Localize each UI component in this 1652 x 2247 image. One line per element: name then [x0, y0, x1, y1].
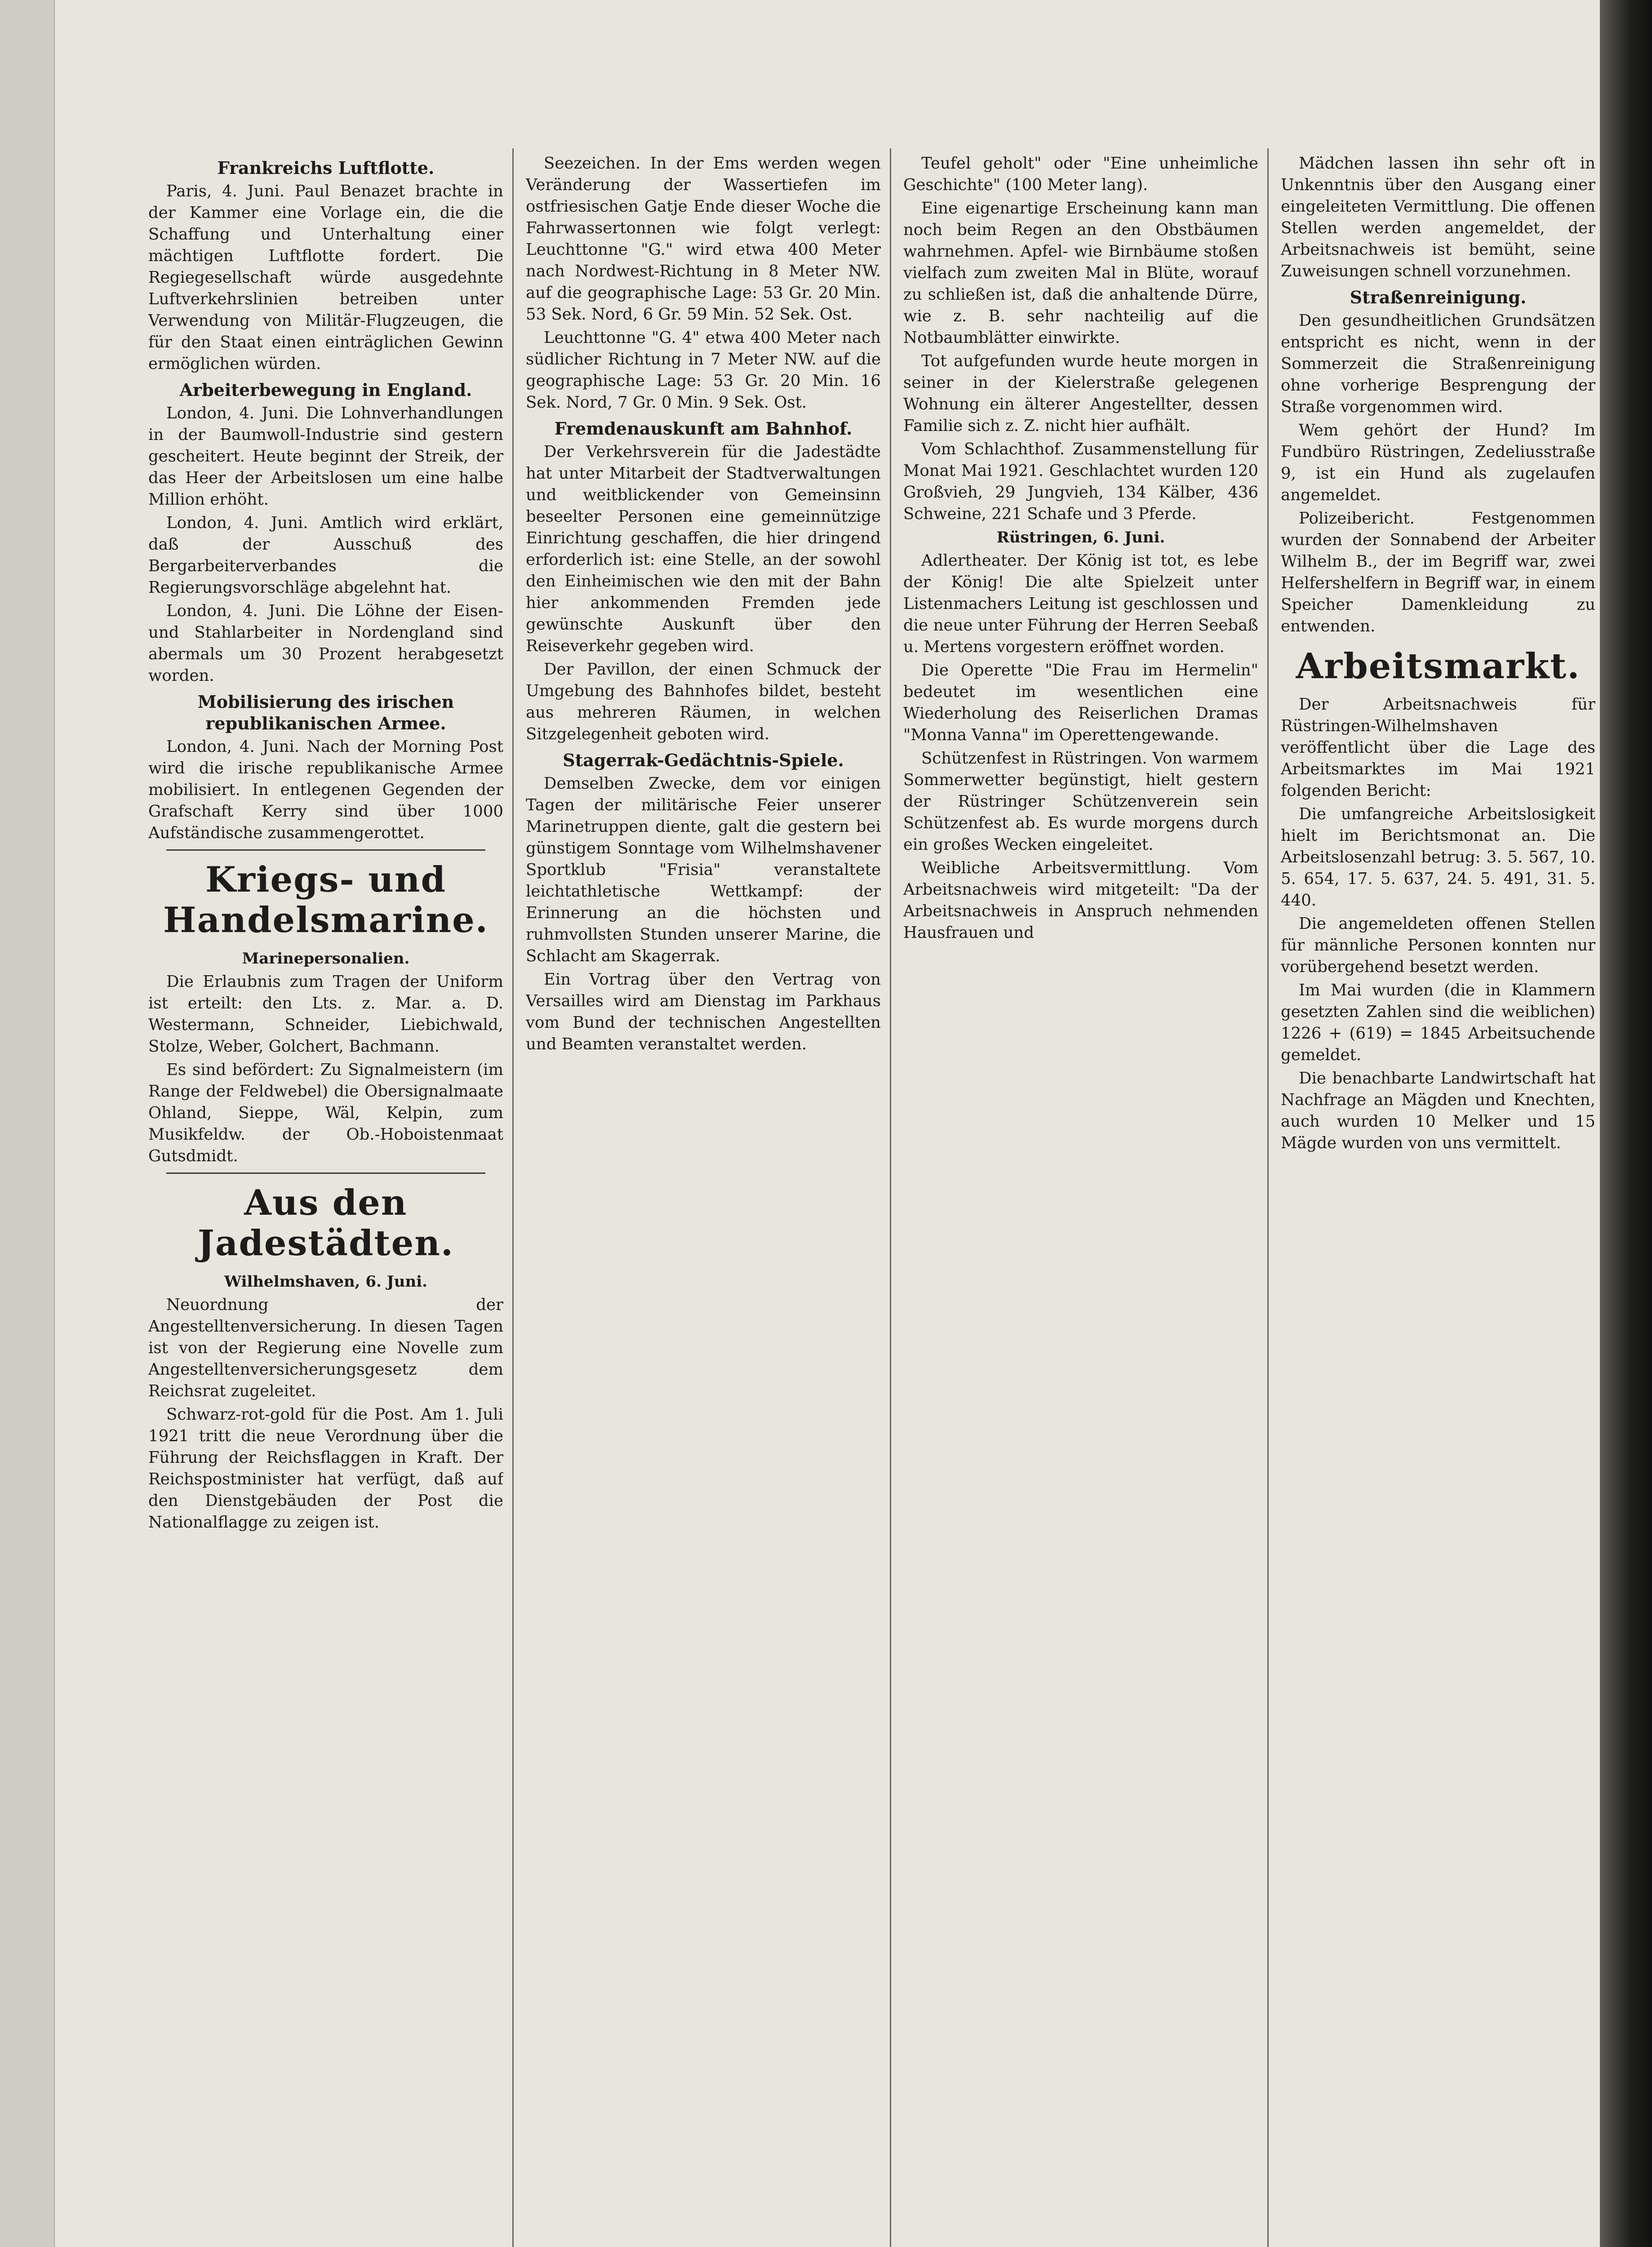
column-rule [1267, 148, 1269, 2247]
article-paragraph: Die umfangreiche Arbeitslosigkeit hielt im Berichtsmonat an. Die Arbeitslosenzahl betrug: 3. 5. 567, 10. 5. 654, 17. 5. 637, 24. 5. 491, 31. 5. 440. [1281, 805, 1595, 910]
article-paragraph: Den gesundheitlichen Grundsätzen entspricht es nicht, wenn in der Sommerzeit die Straßenreinigung ohne vorherige Besprengung der Straße vorgenommen wird. [1281, 311, 1595, 416]
column-rule [512, 148, 514, 2247]
article-paragraph: Teufel geholt" oder "Eine unheimliche Geschichte" (100 Meter lang). [903, 154, 1258, 194]
headline-strassenreinigung: Straßenreinigung. [1350, 287, 1527, 307]
column-1 [148, 153, 503, 2247]
article-paragraph: Im Mai wurden (die in Klammern gesetzten Zahlen sind die weiblichen) 1226 + (619) = 1845 Arbeitsuchende gemeldet. [1281, 981, 1595, 1064]
article-paragraph: Ein Vortrag über den Vertrag von Versailles wird am Dienstag im Parkhaus vom Bund der technischen Angestellten und Beamten veranstaltet werden. [526, 970, 881, 1053]
article-paragraph: Leuchttonne "G. 4" etwa 400 Meter nach südlicher Richtung in 7 Meter NW. auf die geographische Lage: 53 Gr. 20 Min. 16 Sek. Nord, 7 Gr. 0 Min. 9 Sek. Ost. [526, 329, 881, 412]
article-paragraph: Der Verkehrsverein für die Jadestädte hat unter Mitarbeit der Stadtverwaltungen und weitblickender von Gemeinsinn beseelter Personen eine gemeinnützige Einrichtung geschaffen, die hier dringend erforderlich ist: eine Stelle, an der sowohl den Einheimischen wie den mit der Bahn hier ankommenden Fremden jede gewünschte Auskunft über den Reiseverkehr gegeben wird. [526, 443, 881, 655]
article-paragraph: London, 4. Juni. Die Löhne der Eisen- und Stahlarbeiter in Nordengland sind abermals um 30 Prozent herabgesetzt worden. [148, 602, 503, 685]
headline-irland: Mobilisierung des irischen republikanischen Armee. [197, 692, 454, 733]
article-paragraph: Es sind befördert: Zu Signalmeistern (im Range der Feldwebel) die Obersignalmaate Ohland, Sieppe, Wäl, Kelpin, zum Musikfeldw. der Ob.-Hoboistenmaat Gutsdmidt. [148, 1061, 503, 1165]
subheading-marinepersonalien: Marinepersonalien. [242, 950, 410, 968]
article-paragraph: Demselben Zwecke, dem vor einigen Tagen der militärische Feier unserer Marinetruppen diente, galt die gestern bei günstigem Sonntage vom Wilhelmshavener Sportklub "Frisia" veranstaltete leichtathletische Wettkampf: der Erinnerung an die höchsten und ruhmvollsten Stunden unserer Marine, die Schlacht am Skagerrak. [526, 774, 881, 965]
article-paragraph: Die Operette "Die Frau im Hermelin" bedeutet im wesentlichen eine Wiederholung des Reiserlichen Dramas "Monna Vanna" im Operettengewande. [903, 661, 1258, 744]
article-paragraph: Wem gehört der Hund? Im Fundbüro Rüstringen, Zedeliusstraße 9, ist ein Hund als zugelaufen angemeldet. [1281, 421, 1595, 504]
headline-england: Arbeiterbewegung in England. [179, 380, 472, 400]
book-binding [1600, 0, 1652, 2247]
article-paragraph: London, 4. Juni. Die Lohnverhandlungen in der Baumwoll-Industrie sind gestern gescheitert. Heute beginnt der Streik, der das Heer der Arbeitslosen um eine halbe Million erhöht. [148, 404, 503, 509]
column-2 [526, 153, 881, 2247]
article-paragraph: Der Arbeitsnachweis für Rüstringen-Wilhelmshaven veröffentlicht über die Lage des Arbeitsmarktes im Mai 1921 folgenden Bericht: [1281, 695, 1595, 800]
article-paragraph: Paris, 4. Juni. Paul Benazet brachte in der Kammer eine Vorlage ein, die die Schaffung und Unterhaltung einer mächtigen Luftflotte fordert. Die Regiegesellschaft würde ausgedehnte Luftverkehrslinien betreiben unter Verwendung von Militär-Flugzeugen, die für den Staat einen einträglichen Gewinn ermöglichen würden. [148, 182, 503, 373]
article-paragraph: Neuordnung der Angestelltenversicherung. In diesen Tagen ist von der Regierung eine Novelle zum Angestelltenversicherungsgesetz dem Reichsrat zugeleitet. [148, 1296, 503, 1400]
column-rule [890, 148, 891, 2247]
headline-fremdenauskunft: Fremdenauskunft am Bahnhof. [554, 418, 853, 439]
column-4 [1281, 153, 1595, 2247]
article-paragraph: Schwarz-rot-gold für die Post. Am 1. Juli 1921 tritt die neue Verordnung über die Führung der Reichsflaggen in Kraft. Der Reichspostminister hat verfügt, daß auf den Dienstgebäuden der Post die Nationalflagge zu zeigen ist. [148, 1405, 503, 1532]
dateline: Rüstringen, 6. Juni. [996, 528, 1165, 546]
article-paragraph: Seezeichen. In der Ems werden wegen Veränderung der Wassertiefen im ostfriesischen Gatje Ende dieser Woche die Fahrwassertonnen wie folgt verlegt: Leuchttonne "G." wird etwa 400 Meter nach Nordwest-Richtung in 8 Meter NW. auf die geographische Lage: 53 Gr. 20 Min. 53 Sek. Nord, 6 Gr. 59 Min. 52 Sek. Ost. [526, 154, 881, 324]
section-heading-arbeitsmarkt: Arbeitsmarkt. [1296, 646, 1581, 687]
article-paragraph: London, 4. Juni. Nach der Morning Post wird die irische republikanische Armee mobilisiert. In entlegenen Gegenden der Grafschaft Kerry sind über 1000 Aufständische zusammengerottet. [148, 737, 503, 842]
article-paragraph: Schützenfest in Rüstringen. Von warmem Sommerwetter begünstigt, hielt gestern der Rüstringer Schützenverein sein Schützenfest ab. Es wurde morgens durch ein großes Wecken eingeleitet. [903, 749, 1258, 854]
article-paragraph: Mädchen lassen ihn sehr oft in Unkenntnis über den Ausgang einer eingeleiteten Vermittlung. Die offenen Stellen werden angemeldet, der Arbeitsnachweis ist bemüht, seine Zuweisungen schnell vorzunehmen. [1281, 154, 1595, 280]
section-divider [166, 1172, 485, 1174]
dateline: Wilhelmshaven, 6. Juni. [224, 1273, 427, 1291]
article-paragraph: Die angemeldeten offenen Stellen für männliche Personen konnten nur vorübergehend besetzt werden. [1281, 915, 1595, 976]
column-3 [903, 153, 1258, 2247]
article-paragraph: Die Erlaubnis zum Tragen der Uniform ist erteilt: den Lts. z. Mar. a. D. Westermann, Schneider, Liebichwald, Stolze, Weber, Golchert, Bachmann. [148, 973, 503, 1056]
section-heading-jadestaedte: Aus den Jadestädten. [197, 1182, 454, 1264]
headline-lufthansa: Frankreichs Luftflotte. [217, 158, 435, 178]
page-gutter [0, 0, 55, 2247]
article-paragraph: Vom Schlachthof. Zusammenstellung für Monat Mai 1921. Geschlachtet wurden 120 Großvieh, 29 Jungvieh, 134 Kälber, 436 Schweine, 221 Schafe und 3 Pferde. [903, 440, 1258, 523]
article-paragraph: Tot aufgefunden wurde heute morgen in seiner in der Kielerstraße gelegenen Wohnung ein älterer Angestellter, dessen Familie sich z. Z. nicht hier aufhält. [903, 352, 1258, 435]
section-divider [166, 849, 485, 851]
article-paragraph: Der Pavillon, der einen Schmuck der Umgebung des Bahnhofes bildet, besteht aus mehreren Räumen, in welchen Sitzgelegenheit geboten wird. [526, 660, 881, 743]
article-paragraph: Adlertheater. Der König ist tot, es lebe der König! Die alte Spielzeit unter Listenmachers Leitung ist geschlossen und die neue unter Führung der Herren Seebaß u. Mertens vorgestern eröffnet worden. [903, 551, 1258, 656]
article-paragraph: Weibliche Arbeitsvermittlung. Vom Arbeitsnachweis wird mitgeteilt: "Da der Arbeitsnachweis in Anspruch nehmenden Hausfrauen und [903, 859, 1258, 942]
article-paragraph: London, 4. Juni. Amtlich wird erklärt, daß der Ausschuß des Bergarbeiterverbandes die Regierungsvorschläge abgelehnt hat. [148, 514, 503, 597]
headline-skagerrak: Stagerrak-Gedächtnis-Spiele. [563, 750, 844, 770]
article-paragraph: Polizeibericht. Festgenommen wurden der Sonnabend der Arbeiter Wilhelm B., der im Begriff war, zwei Helfershelfern in Begriff war, in einem Speicher Damenkleidung zu entwenden. [1281, 509, 1595, 635]
article-paragraph: Die benachbarte Landwirtschaft hat Nachfrage an Mägden und Knechten, auch wurden 10 Melker und 15 Mägde wurden von uns vermittelt. [1281, 1069, 1595, 1152]
article-paragraph: Eine eigenartige Erscheinung kann man noch beim Regen an den Obstbäumen wahrnehmen. Apfel- wie Birnbäume stoßen vielfach zum zweiten Mal in Blüte, worauf zu schließen ist, daß die anhaltende Dürre, wie z. B. sehr nachteilig auf die Notbaumblätter einwirkte. [903, 199, 1258, 347]
section-heading-marine: Kriegs- und Handelsmarine. [163, 859, 488, 941]
